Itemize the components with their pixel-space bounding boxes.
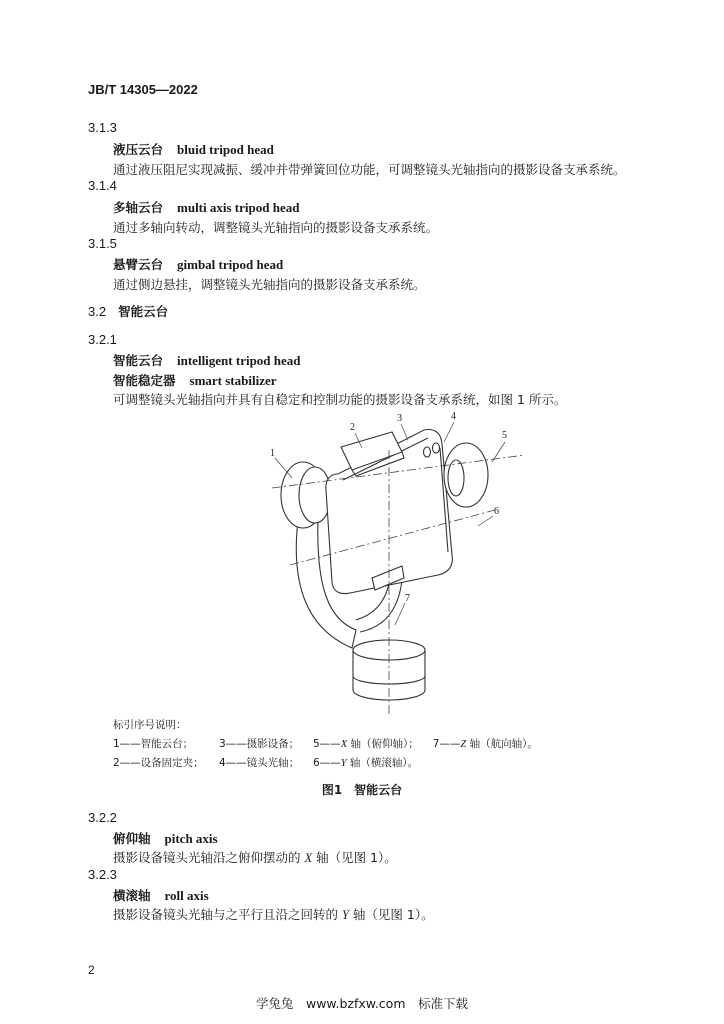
callout-2: 2 <box>350 422 355 433</box>
page-number: 2 <box>88 963 95 977</box>
figure-key-row-1 <box>113 736 538 751</box>
definition-3-2-3: 摄影设备镜头光轴与之平行且沿之回转的 Y 轴（见图 1）。 <box>113 907 434 922</box>
term-en: pitch axis <box>164 831 218 846</box>
term-en: multi axis tripod head <box>177 200 300 215</box>
term-en: smart stabilizer <box>189 373 277 388</box>
key-item-5: 5——X 轴（俯仰轴）； <box>313 738 419 750</box>
callout-4: 4 <box>451 411 456 422</box>
term-zh: 横滚轴 <box>113 888 151 903</box>
key-item-2: 2——设备固定夹； <box>113 757 204 769</box>
definition-3-2-1: 可调整镜头光轴指向并具有自稳定和控制功能的摄影设备支承系统，如图 1 所示。 <box>113 392 567 407</box>
term-zh: 智能云台 <box>113 353 164 368</box>
definition-3-1-4: 通过多轴向转动，调整镜头光轴指向的摄影设备支承系统。 <box>113 220 439 235</box>
definition-3-1-5: 通过侧边悬挂，调整镜头光轴指向的摄影设备支承系统。 <box>113 277 426 292</box>
term-en: gimbal tripod head <box>177 257 284 272</box>
document-id: JB/T 14305—2022 <box>88 82 198 97</box>
term-zh: 多轴云台 <box>113 200 164 215</box>
term-zh: 悬臂云台 <box>113 257 164 272</box>
term-3-2-2 <box>113 829 218 847</box>
term-en: roll axis <box>164 888 209 903</box>
callout-1: 1 <box>270 448 275 459</box>
term-en: bluid tripod head <box>177 142 274 157</box>
clause-number-3-2-1: 3.2.1 <box>88 332 117 347</box>
key-item-1: 1——智能云台； <box>113 738 194 750</box>
callout-5: 5 <box>502 430 507 441</box>
key-item-4: 4——镜头光轴； <box>219 757 300 769</box>
term-zh: 智能稳定器 <box>113 373 176 388</box>
section-number: 3.2 <box>88 304 107 319</box>
key-item-7: 7——Z 轴（航向轴）。 <box>432 738 538 750</box>
definition-3-2-2: 摄影设备镜头光轴沿之俯仰摆动的 X 轴（见图 1）。 <box>113 850 397 865</box>
figure-key-row-2 <box>113 755 418 770</box>
term-3-2-3 <box>113 886 209 904</box>
clause-number-3-2-3: 3.2.3 <box>88 867 117 882</box>
clause-number-3-2-2: 3.2.2 <box>88 810 117 825</box>
callout-6: 6 <box>494 506 499 517</box>
key-item-6: 6——Y 轴（横滚轴）。 <box>313 757 419 769</box>
site-footer[interactable]: 学兔兔 www.bzfxw.com 标准下载 <box>255 996 469 1011</box>
callout-7: 7 <box>405 593 410 604</box>
clause-number-3-1-3: 3.1.3 <box>88 120 117 135</box>
section-title: 智能云台 <box>118 304 169 319</box>
key-item-3: 3——摄影设备； <box>219 738 300 750</box>
term-zh: 俯仰轴 <box>113 831 151 846</box>
clause-number-3-1-4: 3.1.4 <box>88 178 117 193</box>
figure-caption: 图1 智能云台 <box>321 783 403 797</box>
callout-3: 3 <box>397 413 402 424</box>
definition-3-1-3: 通过液压阻尼实现减振、缓冲并带弹簧回位功能，可调整镜头光轴指向的摄影设备支承系统。 <box>113 162 626 177</box>
figure-key-title: 标引序号说明： <box>113 719 187 731</box>
term-zh: 液压云台 <box>113 142 164 157</box>
clause-number-3-1-5: 3.1.5 <box>88 236 117 251</box>
term-en: intelligent tripod head <box>177 353 301 368</box>
